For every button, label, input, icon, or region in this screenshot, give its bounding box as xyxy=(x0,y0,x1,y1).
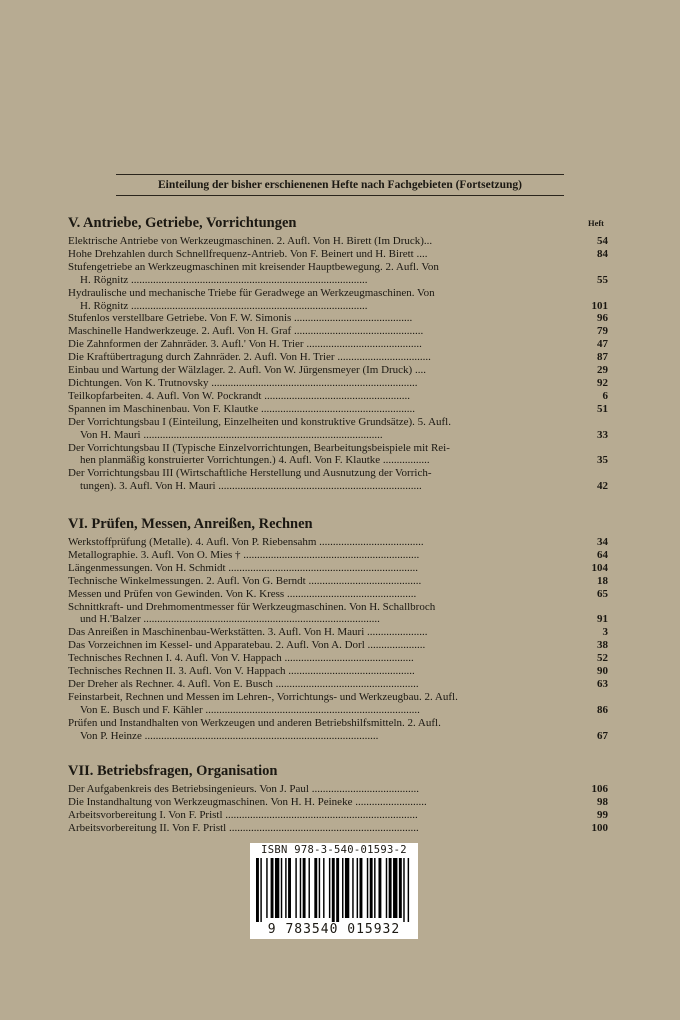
issue-number: 52 xyxy=(597,652,608,665)
list-item xyxy=(68,287,608,313)
list-item xyxy=(68,377,608,390)
entry-line: Der Vorrichtungsbau II (Typische Einzelvorrichtungen, Bearbeitungsbeispiele mit Rei- xyxy=(68,441,450,454)
barcode-bar xyxy=(266,858,267,918)
entry-line: Hydraulische und mechanische Triebe für Geradwege an Werkzeugmaschinen. Von xyxy=(68,286,435,299)
barcode-digits: 9 783540 015932 xyxy=(267,922,401,937)
isbn-label: ISBN 978-3-540-01593-2 xyxy=(261,844,407,856)
list-item xyxy=(68,261,608,287)
entry-title xyxy=(68,562,578,575)
issue-number: 91 xyxy=(597,613,608,626)
barcode-bar xyxy=(300,858,301,918)
entry-line: Stufengetriebe an Werkzeugmaschinen mit kreisender Hauptbewegung. 2. Aufl. Von xyxy=(68,260,439,273)
entry-title xyxy=(68,287,578,313)
entry-title xyxy=(68,796,578,809)
entry-line: Der Aufgabenkreis des Betriebsingenieurs. Von J. Paul ....................................... xyxy=(68,783,419,795)
barcode-bar xyxy=(260,858,261,922)
barcode-bar xyxy=(374,858,375,918)
entry-title xyxy=(68,442,578,468)
entry-line: Arbeitsvorbereitung II. Von F. Pristl ..................................................................... xyxy=(68,821,419,834)
list-item xyxy=(68,467,608,493)
barcode-bar xyxy=(389,858,392,918)
entry-continuation: Von H. Mauri ....................................................................................... xyxy=(80,428,383,441)
list-item xyxy=(68,626,608,639)
entry-continuation: Von P. Heinze ..................................................................................... xyxy=(80,729,379,742)
issue-number: 96 xyxy=(597,312,608,325)
list-item xyxy=(68,575,608,588)
list-item xyxy=(68,678,608,691)
section-antriebe xyxy=(68,214,608,493)
list-item xyxy=(68,390,608,403)
list-item xyxy=(68,652,608,665)
issue-number: 86 xyxy=(597,703,608,716)
barcode-bar xyxy=(342,858,343,918)
list-item xyxy=(68,416,608,442)
barcode-bar xyxy=(357,858,358,918)
list-item xyxy=(68,403,608,416)
list-item xyxy=(68,351,608,364)
issue-number: 92 xyxy=(597,376,608,389)
barcode-bar xyxy=(329,858,330,918)
entry-title xyxy=(68,261,578,287)
issue-number: 6 xyxy=(602,389,608,402)
entry-line: Maschinelle Handwerkzeuge. 2. Aufl. Von H. Graf ............................................... xyxy=(68,325,424,338)
barcode-bar xyxy=(314,858,317,918)
entry-title xyxy=(68,467,578,493)
list-item xyxy=(68,822,608,835)
entry-continuation: hen planmäßig konstruierter Vorrichtungen.) 4. Aufl. Von F. Klautke ................. xyxy=(80,454,430,467)
issue-number: 33 xyxy=(597,428,608,441)
issue-number: 34 xyxy=(597,536,608,548)
entry-line: Der Vorrichtungsbau I (Einteilung, Einzelheiten und konstruktive Grundsätze). 5. Aufl. xyxy=(68,415,451,428)
barcode-bar xyxy=(288,858,291,918)
list-item xyxy=(68,639,608,652)
barcode-bar xyxy=(370,858,373,918)
entry-line: Das Anreißen in Maschinenbau-Werkstätten. 3. Aufl. Von H. Mauri ...................... xyxy=(68,626,428,639)
entry-line: Dichtungen. Von K. Trutnovsky ........................................................................... xyxy=(68,376,418,389)
entry-title xyxy=(68,783,578,796)
list-item xyxy=(68,442,608,468)
list-item xyxy=(68,665,608,678)
list-item xyxy=(68,536,608,549)
list-item xyxy=(68,691,608,717)
barcode-bar xyxy=(303,858,306,918)
entry-continuation: tungen). 3. Aufl. Von H. Mauri .......................................................................... xyxy=(80,480,422,493)
issue-number: 100 xyxy=(591,821,608,834)
barcode-bar xyxy=(275,858,279,918)
barcode-bar xyxy=(386,858,387,918)
entry-line: Stufenlos verstellbare Getriebe. Von F. W. Simonis ........................................... xyxy=(68,312,413,325)
entry-continuation: Von E. Busch und F. Kähler .............................................................................. xyxy=(80,703,420,716)
entry-line: Die Kraftübertragung durch Zahnräder. 2. Aufl. Von H. Trier .................................. xyxy=(68,351,431,364)
issue-number: 54 xyxy=(597,235,608,247)
barcode-bar xyxy=(281,858,282,918)
barcode-bars xyxy=(256,858,412,922)
entry-title xyxy=(68,691,578,717)
barcode-bar xyxy=(336,858,339,922)
entry-list xyxy=(68,235,608,493)
barcode-bar xyxy=(403,858,404,922)
barcode-bar xyxy=(345,858,349,918)
entry-title xyxy=(68,601,578,627)
entry-title xyxy=(68,652,578,665)
entry-line: Teilkopfarbeiten. 4. Aufl. Von W. Pockrandt ..................................................... xyxy=(68,389,410,402)
issue-number: 29 xyxy=(597,364,608,377)
list-item xyxy=(68,364,608,377)
entry-title xyxy=(68,549,578,562)
list-item xyxy=(68,562,608,575)
entry-line: Die Zahnformen der Zahnräder. 3. Aufl.' Von H. Trier .......................................... xyxy=(68,338,422,351)
entry-title xyxy=(68,416,578,442)
issue-number: 3 xyxy=(602,626,608,639)
issue-number: 104 xyxy=(591,561,608,574)
entry-line: Messen und Prüfen von Gewinden. Von K. Kress ............................................... xyxy=(68,587,417,600)
issue-number: 35 xyxy=(597,454,608,467)
list-item xyxy=(68,796,608,809)
barcode-bar xyxy=(399,858,402,918)
list-item xyxy=(68,549,608,562)
section-title: VII. Betriebsfragen, Organisation xyxy=(68,763,278,779)
issue-number: 38 xyxy=(597,639,608,652)
entry-line: Feinstarbeit, Rechnen und Messen im Lehren-, Vorrichtungs- und Werkzeugbau. 2. Aufl. xyxy=(68,690,458,703)
issue-number: 84 xyxy=(597,247,608,260)
entry-title xyxy=(68,588,578,601)
entry-line: Längenmessungen. Von H. Schmidt ..................................................................... xyxy=(68,561,419,574)
page-header: Einteilung der bisher erschienenen Hefte nach Fachgebieten (Fortsetzung) xyxy=(157,179,523,191)
issue-number: 51 xyxy=(597,402,608,415)
entry-line: Hohe Drehzahlen durch Schnellfrequenz-Antrieb. Von F. Beinert und H. Birett .... xyxy=(68,247,428,260)
entry-line: Technische Winkelmessungen. 2. Aufl. Von G. Berndt ......................................... xyxy=(68,574,422,587)
entry-line: Elektrische Antriebe von Werkzeugmaschinen. 2. Aufl. Von H. Birett (Im Druck)... xyxy=(68,235,433,247)
list-item xyxy=(68,338,608,351)
issue-number: 55 xyxy=(597,273,608,286)
entry-continuation: H. Rögnitz ...................................................................................... xyxy=(80,299,368,312)
entry-title xyxy=(68,809,578,822)
issue-number: 47 xyxy=(597,338,608,351)
entry-title xyxy=(68,364,578,377)
entry-title xyxy=(68,235,578,248)
list-item xyxy=(68,809,608,822)
issue-number: 79 xyxy=(597,325,608,338)
entry-list xyxy=(68,783,608,835)
section-pruefen xyxy=(68,515,608,743)
issue-number: 87 xyxy=(597,351,608,364)
issue-number: 42 xyxy=(597,480,608,493)
entry-line: Metallographie. 3. Aufl. Von O. Mies † ................................................................ xyxy=(68,548,420,561)
list-item xyxy=(68,248,608,261)
header-rule-top xyxy=(116,174,564,175)
issue-number: 18 xyxy=(597,574,608,587)
list-item xyxy=(68,601,608,627)
entry-list xyxy=(68,536,608,743)
entry-title xyxy=(68,639,578,652)
entry-line: Spannen im Maschinenbau. Von F. Klautke ........................................................ xyxy=(68,402,416,415)
entry-title xyxy=(68,403,578,416)
issue-number: 90 xyxy=(597,665,608,678)
entry-title xyxy=(68,377,578,390)
barcode-bar xyxy=(378,858,381,918)
header-rule-bottom xyxy=(116,195,564,196)
entry-title xyxy=(68,338,578,351)
barcode-bar xyxy=(271,858,274,918)
list-item xyxy=(68,325,608,338)
issue-number: 64 xyxy=(597,548,608,561)
list-item xyxy=(68,717,608,743)
barcode-bar xyxy=(285,858,286,918)
issue-number: 63 xyxy=(597,677,608,690)
barcode-bar xyxy=(393,858,397,918)
section-title: V. Antriebe, Getriebe, Vorrichtungen xyxy=(68,215,297,231)
issue-number: 98 xyxy=(597,795,608,808)
entry-line: Technisches Rechnen II. 3. Aufl. Von V. Happach .............................................. xyxy=(68,665,415,678)
issue-number: 101 xyxy=(591,299,608,312)
section-title: VI. Prüfen, Messen, Anreißen, Rechnen xyxy=(68,516,313,532)
entry-continuation: H. Rögnitz ...................................................................................... xyxy=(80,273,368,286)
entry-continuation: und H.'Balzer ...................................................................................... xyxy=(80,613,380,626)
barcode-bar xyxy=(367,858,368,918)
entry-line: Das Vorzeichnen im Kessel- und Apparatebau. 2. Aufl. Von A. Dorl ..................... xyxy=(68,639,426,652)
list-item xyxy=(68,235,608,248)
entry-title xyxy=(68,351,578,364)
entry-line: Schnittkraft- und Drehmomentmesser für Werkzeugmaschinen. Von H. Schallbroch xyxy=(68,600,436,613)
list-item xyxy=(68,783,608,796)
entry-line: Technisches Rechnen I. 4. Aufl. Von V. Happach ............................................... xyxy=(68,652,414,665)
list-item xyxy=(68,588,608,601)
barcode-bar xyxy=(295,858,296,918)
barcode-bar xyxy=(352,858,353,918)
issue-number: 106 xyxy=(591,783,608,795)
isbn-barcode xyxy=(250,843,418,939)
entry-title xyxy=(68,665,578,678)
entry-line: Der Dreher als Rechner. 4. Aufl. Von E. Busch .................................................... xyxy=(68,677,419,690)
entry-line: Prüfen und Instandhalten von Werkzeugen und anderen Betriebshilfsmitteln. 2. Aufl. xyxy=(68,716,441,729)
entry-title xyxy=(68,248,578,261)
entry-title xyxy=(68,822,578,835)
entry-title xyxy=(68,325,578,338)
entry-line: Arbeitsvorbereitung I. Von F. Pristl ...................................................................... xyxy=(68,808,418,821)
barcode-bar xyxy=(323,858,324,918)
issue-number: 99 xyxy=(597,808,608,821)
entry-line: Die Instandhaltung von Werkzeugmaschinen. Von H. H. Peineke .......................... xyxy=(68,795,427,808)
entry-title xyxy=(68,678,578,691)
barcode-bar xyxy=(332,858,335,922)
entry-line: Einbau und Wartung der Wälzlager. 2. Aufl. Von W. Jürgensmeyer (Im Druck) .... xyxy=(68,364,426,377)
entry-title xyxy=(68,312,578,325)
heft-label: Heft xyxy=(587,218,604,228)
entry-title xyxy=(68,390,578,403)
section-betriebsfragen xyxy=(68,762,608,835)
entry-line: Der Vorrichtungsbau III (Wirtschaftliche Herstellung und Ausnutzung der Vorrich- xyxy=(68,467,432,480)
entry-title xyxy=(68,717,578,743)
barcode-bar xyxy=(256,858,259,922)
barcode-bar xyxy=(308,858,309,918)
entry-title xyxy=(68,536,578,549)
barcode-bar xyxy=(319,858,320,918)
entry-line: Werkstoffprüfung (Metalle). 4. Aufl. Von P. Riebensahm ...................................... xyxy=(68,536,424,548)
barcode-bar xyxy=(360,858,363,918)
issue-number: 65 xyxy=(597,587,608,600)
barcode-bar xyxy=(408,858,409,922)
entry-title xyxy=(68,575,578,588)
list-item xyxy=(68,312,608,325)
entry-title xyxy=(68,626,578,639)
issue-number: 67 xyxy=(597,729,608,742)
